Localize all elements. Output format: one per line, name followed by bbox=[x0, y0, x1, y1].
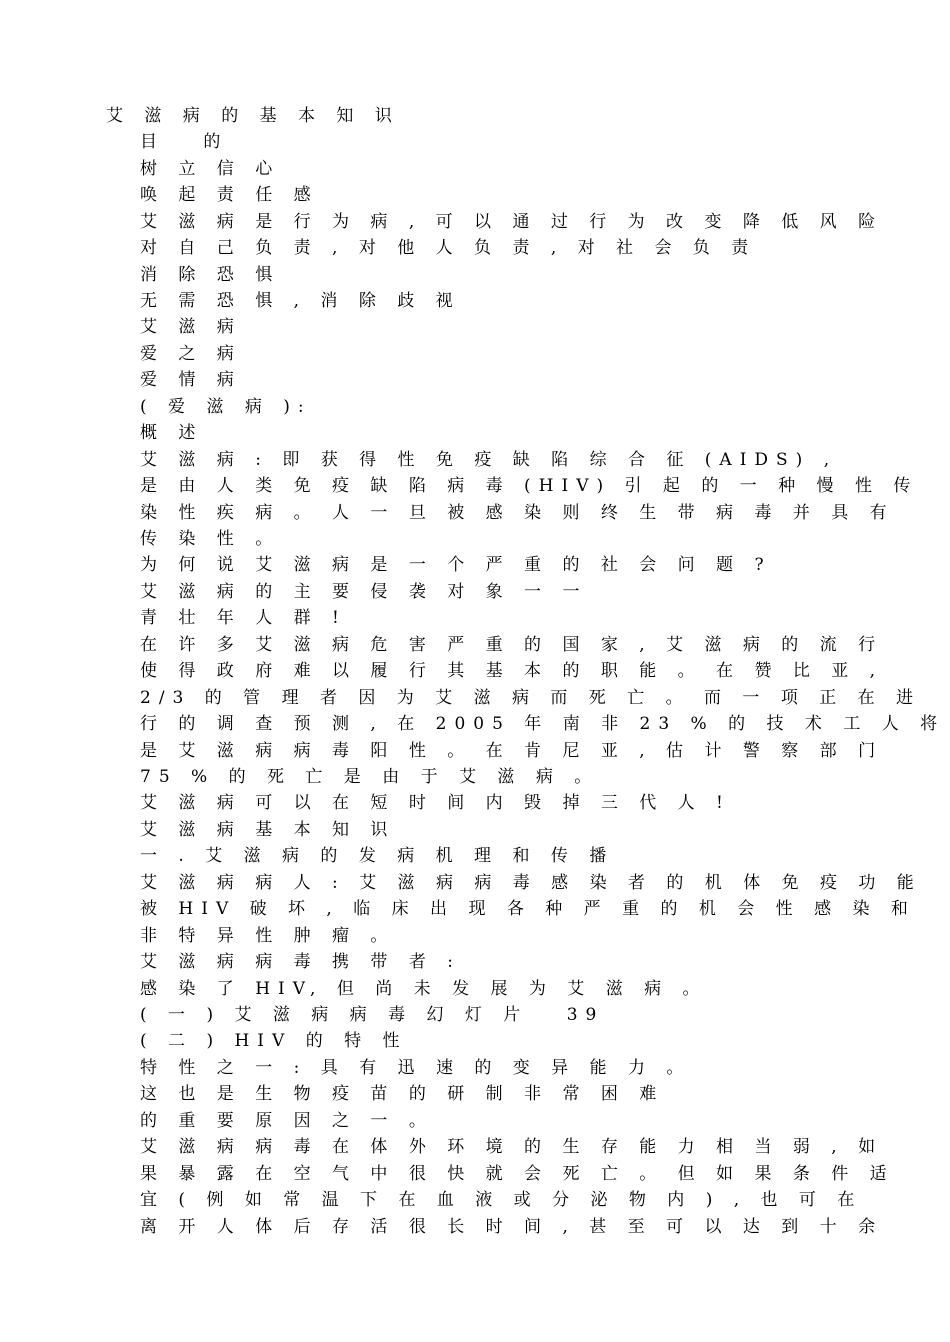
text-line: 被 HIV 破 坏 , 临 床 出 现 各 种 严 重 的 机 会 性 感 染 和 bbox=[140, 899, 916, 919]
section-heading: ( 二 ) HIV 的 特 性 bbox=[140, 1031, 408, 1051]
text-line: ( 爱 滋 病 ): bbox=[140, 397, 312, 417]
text-line: 是 由 人 类 免 疫 缺 陷 病 毒 (HIV) 引 起 的 一 种 慢 性 传 bbox=[140, 476, 919, 496]
text-line: 青 壮 年 人 群 ! bbox=[140, 608, 347, 628]
text-line: 在 许 多 艾 滋 病 危 害 严 重 的 国 家 , 艾 滋 病 的 流 行 bbox=[140, 635, 884, 655]
text-line: 艾 滋 病 : 即 获 得 性 免 疫 缺 陷 综 合 征 (AIDS) , bbox=[140, 450, 838, 470]
text-line: 离 开 人 体 后 存 活 很 长 时 间 , 甚 至 可 以 达 到 十 余 bbox=[140, 1217, 884, 1237]
text-line: 为 何 说 艾 滋 病 是 一 个 严 重 的 社 会 问 题 ? bbox=[140, 555, 772, 575]
text-line: 使 得 政 府 难 以 履 行 其 基 本 的 职 能 。 在 赞 比 亚 , bbox=[140, 661, 884, 681]
text-line: 目 的 bbox=[140, 132, 229, 152]
text-line: 无 需 恐 惧 , 消 除 歧 视 bbox=[140, 291, 461, 311]
text-line: 消 除 恐 惧 bbox=[140, 265, 281, 285]
text-line: 艾 滋 病 病 毒 携 带 者 : bbox=[140, 952, 461, 972]
text-line: 非 特 异 性 肿 瘤 。 bbox=[140, 926, 396, 946]
text-line: 艾 滋 病 的 主 要 侵 袭 对 象 一 一 bbox=[140, 582, 588, 602]
text-line: 感 染 了 HIV, 但 尚 未 发 展 为 艾 滋 病 。 bbox=[140, 979, 708, 999]
text-line: 爱 之 病 bbox=[140, 344, 242, 364]
document-title: 艾 滋 病 的 基 本 知 识 bbox=[106, 106, 400, 126]
text-line: 艾 滋 病 可 以 在 短 时 间 内 毁 掉 三 代 人 ! bbox=[140, 793, 731, 813]
text-line: 果 暴 露 在 空 气 中 很 快 就 会 死 亡 。 但 如 果 条 件 适 bbox=[140, 1164, 895, 1184]
text-line: 唤 起 责 任 感 bbox=[140, 185, 319, 205]
text-line: 爱 情 病 bbox=[140, 370, 242, 390]
section-heading: ( 一 ) 艾 滋 病 病 毒 幻 灯 片 39 bbox=[140, 1005, 605, 1025]
text-line: 树 立 信 心 bbox=[140, 159, 281, 179]
text-line: 75 % 的 死 亡 是 由 于 艾 滋 病 。 bbox=[140, 767, 600, 787]
text-line: 艾 滋 病 病 人 : 艾 滋 病 病 毒 感 染 者 的 机 体 免 疫 功 能 bbox=[140, 873, 922, 893]
section-heading: 一 . 艾 滋 病 的 发 病 机 理 和 传 播 bbox=[140, 846, 615, 866]
text-line: 艾 滋 病 病 毒 在 体 外 环 境 的 生 存 能 力 相 当 弱 , 如 bbox=[140, 1137, 884, 1157]
text-line: 行 的 调 查 预 测 , 在 2005 年 南 非 23 % 的 技 术 工 人 将 bbox=[140, 714, 946, 734]
text-line: 艾 滋 病 bbox=[140, 317, 242, 337]
text-line: 艾 滋 病 是 行 为 病 , 可 以 通 过 行 为 改 变 降 低 风 险 bbox=[140, 212, 884, 232]
section-heading: 概 述 bbox=[140, 423, 204, 443]
text-line: 特 性 之 一 : 具 有 迅 速 的 变 异 能 力 。 bbox=[140, 1058, 692, 1078]
text-line: 这 也 是 生 物 疫 苗 的 研 制 非 常 困 难 bbox=[140, 1084, 665, 1104]
text-line: 染 性 疾 病 。 人 一 旦 被 感 染 则 终 生 带 病 毒 并 具 有 bbox=[140, 503, 895, 523]
section-heading: 艾 滋 病 基 本 知 识 bbox=[140, 820, 396, 840]
text-line: 的 重 要 原 因 之 一 。 bbox=[140, 1111, 434, 1131]
text-line: 宜 ( 例 如 常 温 下 在 血 液 或 分 泌 物 内 ) , 也 可 在 bbox=[140, 1190, 863, 1210]
text-line: 是 艾 滋 病 病 毒 阳 性 。 在 肯 尼 亚 , 估 计 警 察 部 门 bbox=[140, 741, 884, 761]
text-line: 2/3 的 管 理 者 因 为 艾 滋 病 而 死 亡 。 而 一 项 正 在 进 bbox=[140, 688, 922, 708]
text-line: 对 自 己 负 责 , 对 他 人 负 责 , 对 社 会 负 责 bbox=[140, 238, 757, 258]
text-line: 传 染 性 。 bbox=[140, 529, 281, 549]
